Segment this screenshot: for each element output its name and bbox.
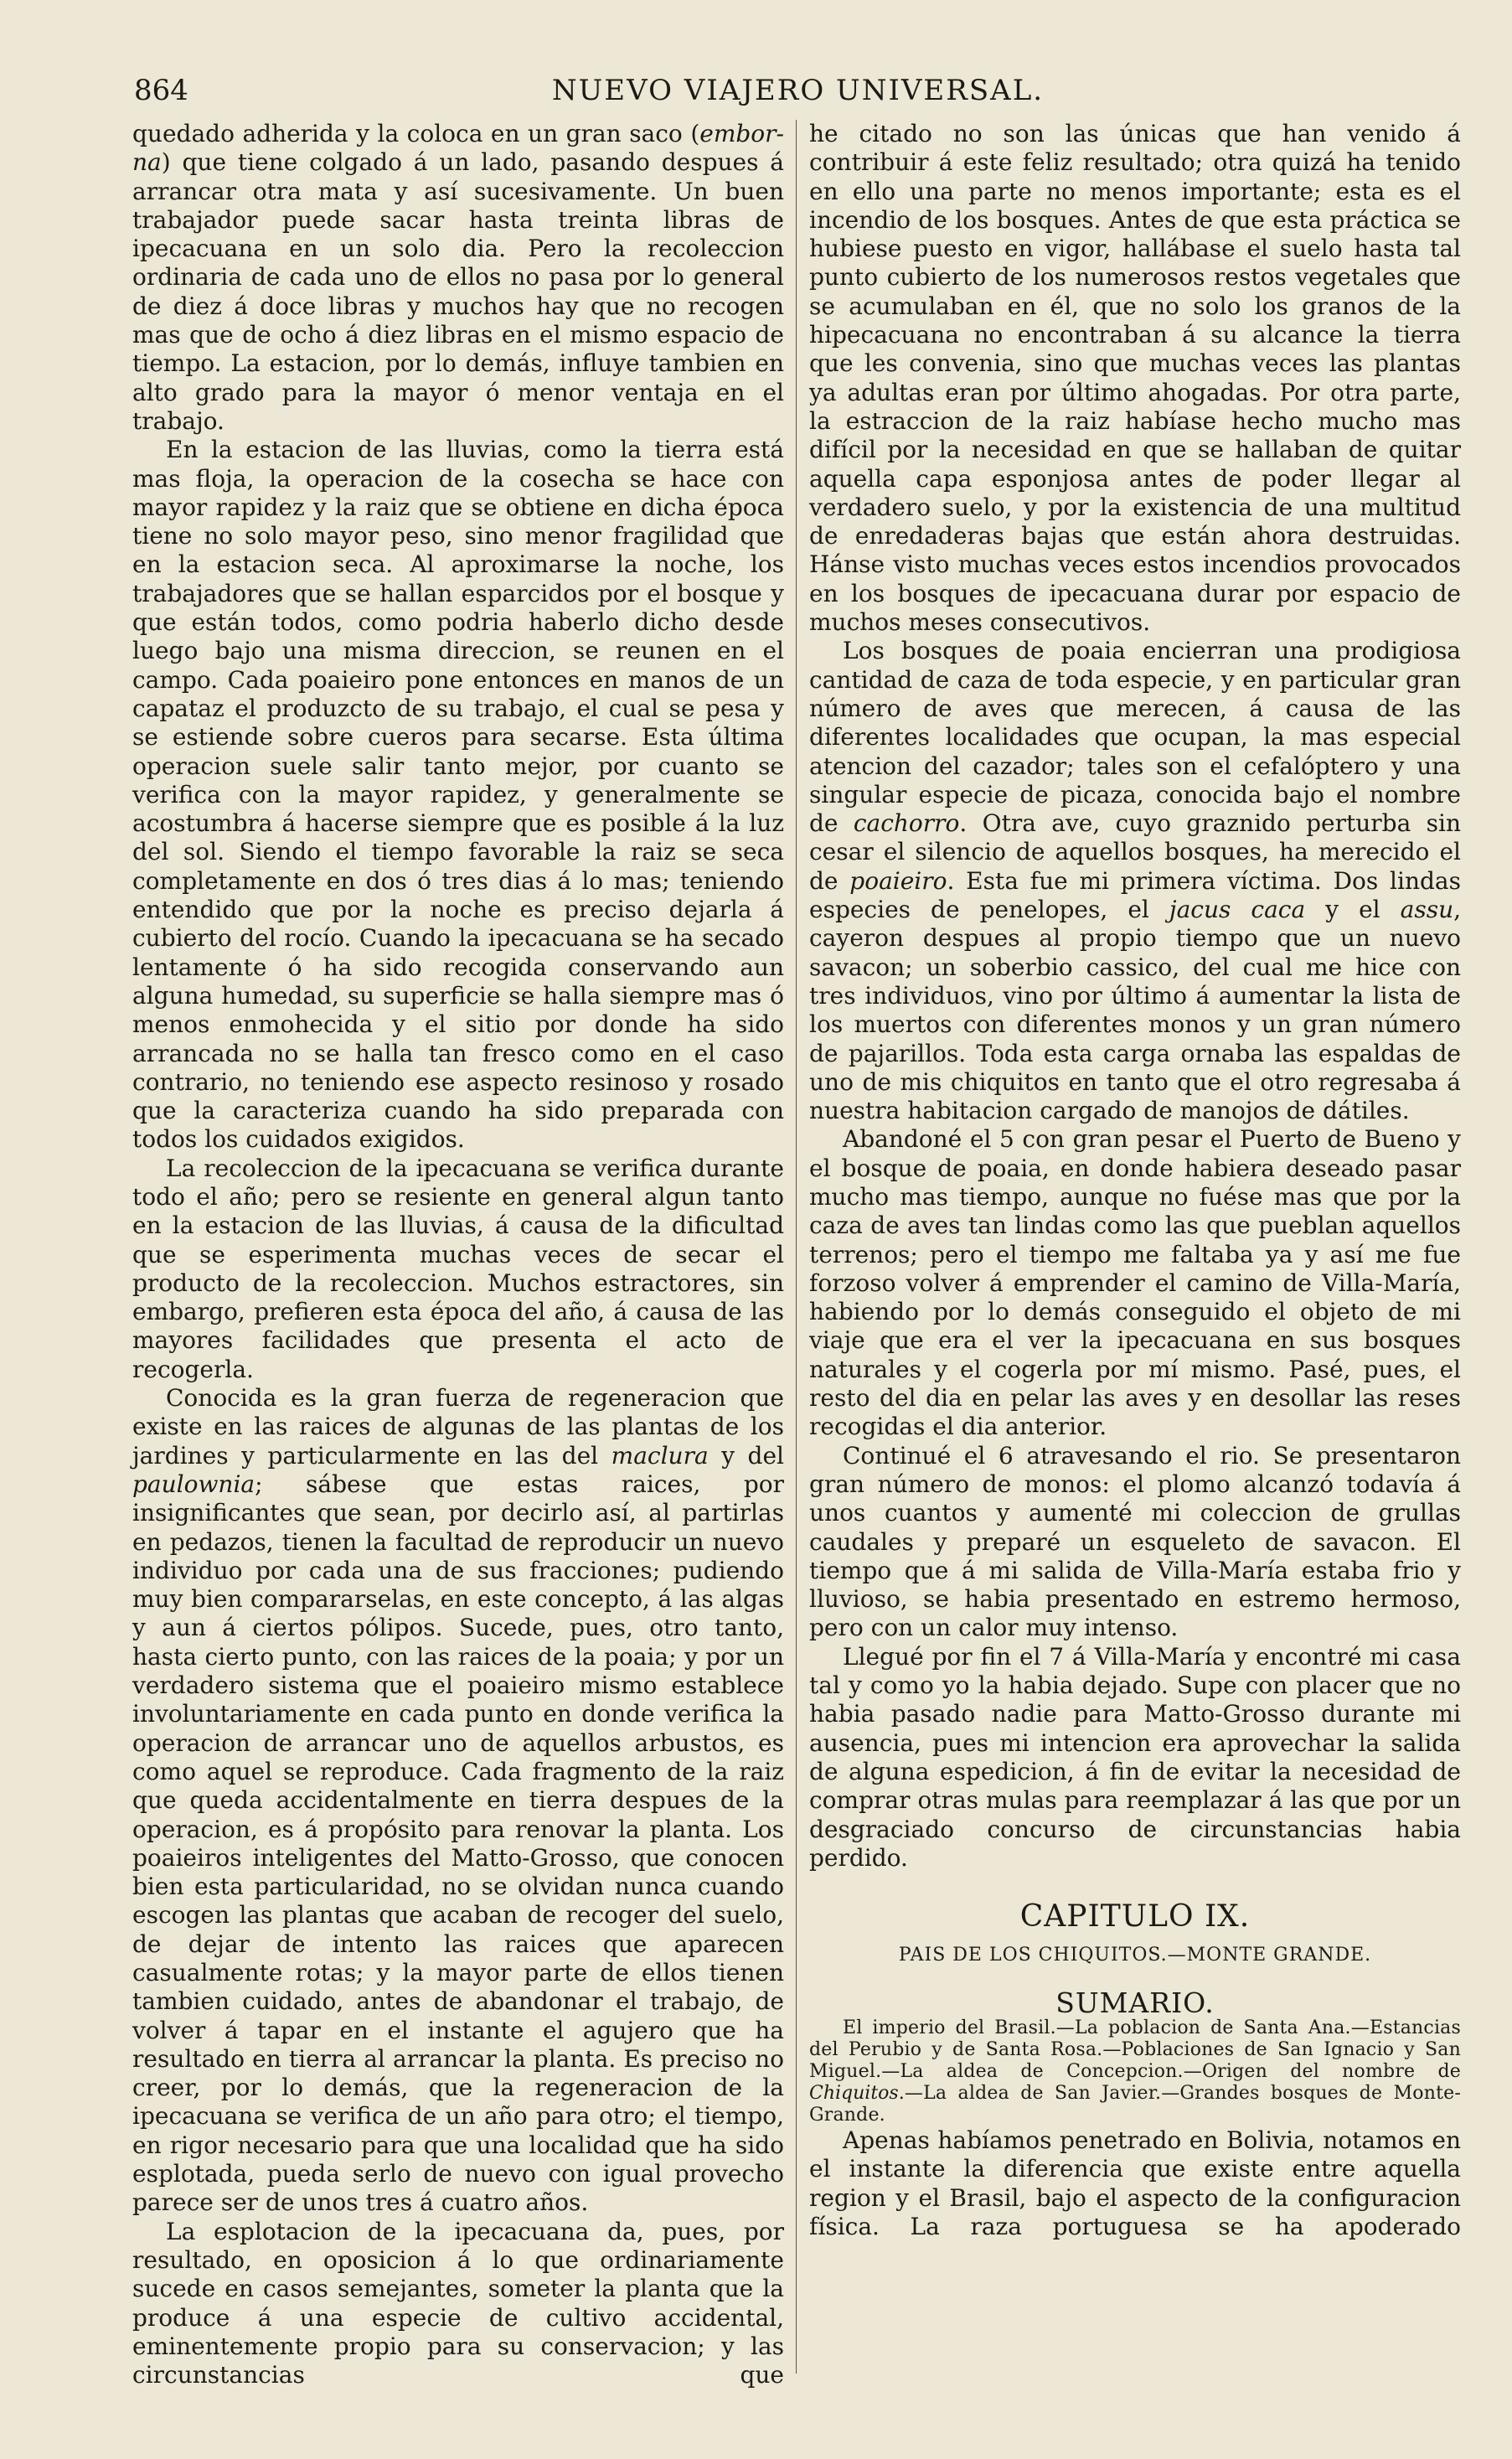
column-divider [796,120,797,2374]
summary-title: SUMARIO. [1055,1986,1215,2019]
paragraph: En la estacion de las lluvias, como la tierra está mas floja, la operacion de la cosecha se hace con mayor rapidez y la raiz que se obtiene en dicha época tiene no solo mayor peso, sino menor fragilidad que en la estacion seca. Al aproximarse la noche, los trabajadores que se hallan esparcidos por el bosque y que están todos, como podria haberlo dicho desde luego bajo una misma direccion, se reunen en el campo. Cada poaieiro pone entonces en manos de un capataz el produzcto de su trabajo, el cual se pesa y se estiende sobre cueros para secarse. Esta última operacion suele salir tanto mejor, por cuanto se verifica con la mayor rapidez, y generalmente se acostumbra á hacerse siempre que es posible á la luz del sol. Siendo el tiempo favorable la raiz se seca completamente en dos ó tres dias á lo mas; teniendo entendido que por la noche es preciso dejarla á cubierto del rocío. Cuando la ipecacuana se ha secado lentamente ó ha sido recogida conservando aun alguna humedad, su superficie se halla siempre mas ó menos enmohecida y el sitio por donde ha sido arrancada no se halla tan fresco como en el caso contrario, no teniendo ese aspecto resinoso y rosado que la caracteriza cuando ha sido preparada con todos los cuidados exigidos. [132,436,784,1154]
paragraph: Continué el 6 atravesando el rio. Se presentaron gran número de monos: el plomo alcanzó todavía á unos cuantos y aumenté mi coleccion de grullas caudales y preparé un esqueleto de savacon. El tiempo que á mi salida de Villa-María estaba frio y lluvioso, se habia presentado en estremo hermoso, pero con un calor muy intenso. [809,1441,1461,1642]
paragraph: quedado adherida y la coloca en un gran saco (embor-na) que tiene colgado á un lado, pasando despues á arrancar otra mata y así sucesivamente. Un buen trabajador puede sacar hasta treinta libras de ipecacuana en un solo dia. Pero la recoleccion ordinaria de cada uno de ellos no pasa por lo general de diez á doce libras y muchos hay que no recogen mas que de ocho á diez libras en el mismo espacio de tiempo. La estacion, por lo demás, influye tambien en alto grado para la mayor ó menor ventaja en el trabajo. [132,120,784,435]
summary-text: El imperio del Brasil.—La poblacion de Santa Ana.—Estancias del Perubio y de Santa Rosa.—Poblaciones de San Ignacio y San Miguel.—La aldea de Concepcion.—Origen del nombre de Chiquitos.—La aldea de San Javier.—Grandes bosques de Monte-Grande. [809,2017,1461,2126]
paragraph: Apenas habíamos penetrado en Bolivia, notamos en el instante la diferencia que existe entre aquella region y el Brasil, bajo el aspecto de la configuracion física. La raza portuguesa se ha apoderado [809,2126,1461,2240]
paragraph: he citado no son las únicas que han venido á contribuir á este feliz resultado; otra quizá ha tenido en ello una parte no menos importante; esta es el incendio de los bosques. Antes de que esta práctica se hubiese puesto en vigor, hallábase el suelo hasta tal punto cubierto de los numerosos restos vegetales que se acumulaban en él, que no solo los granos de la hipecacuana no encontraban á su alcance la tierra que les convenia, sino que muchas veces las plantas ya adultas eran por último ahogadas. Por otra parte, la estraccion de la raiz habíase hecho mucho mas difícil por la necesidad en que se hallaban de quitar aquella capa esponjosa antes de poder llegar al verdadero suelo, y por la existencia de una multitud de enredaderas bajas que están ahora destruidas. Hánse visto muchas veces estos incendios provocados en los bosques de ipecacuana durar por espacio de muchos meses consecutivos. [809,120,1461,637]
running-title: NUEVO VIAJERO UNIVERSAL. [551,74,1045,107]
paragraph: Abandoné el 5 con gran pesar el Puerto de Bueno y el bosque de poaia, en donde habiera deseado pasar mucho mas tiempo, aunque no fuése mas que por la caza de aves tan lindas como las que pueblan aquellos terrenos; pero el tiempo me faltaba ya y así me fue forzoso volver á emprender el camino de Villa-María, habiendo por lo demás conseguido el objeto de mi viaje que era el ver la ipecacuana en sus bosques naturales y el cogerla por mí mismo. Pasé, pues, el resto del dia en pelar las aves y en desollar las reses recogidas el dia anterior. [809,1125,1461,1441]
paragraph: Conocida es la gran fuerza de regeneracion que existe en las raices de algunas de las plantas de los jardines y particularmente en las del maclura y del paulownia; sábese que estas raices, por insignificantes que sean, por decirlo así, al partirlas en pedazos, tienen la facultad de reproducir un nuevo individuo por cada una de sus fracciones; pudiendo muy bien compararselas, en este concepto, á las algas y aun á ciertos pólipos. Sucede, pues, otro tanto, hasta cierto punto, con las raices de la poaia; y por un verdadero sistema que el poaieiro mismo establece involuntariamente en cada punto en donde verifica la operacion de arrancar uno de aquellos arbustos, es como aquel se reproduce. Cada fragmento de la raiz que queda accidentalmente en tierra despues de la operacion, es á propósito para renovar la planta. Los poaieiros inteligentes del Matto-Grosso, que conocen bien esta particularidad, no se olvidan nunca cuando escogen las plantas que acaban de recoger del suelo, de dejar de intento las raices que aparecen casualmente rotas; y la mayor parte de ellos tienen tambien cuidado, antes de abandonar el trabajo, de volver á tapar en el instante el agujero que ha resultado en tierra al arrancar la planta. Es preciso no creer, por lo demás, que la regeneracion de la ipecacuana se verifica de un año para otro; el tiempo, en rigor necesario para que una localidad que ha sido esplotada, pueda serlo de nuevo con igual provecho parece ser de unos tres á cuatro años. [132,1384,784,2217]
page-header [134,74,1462,116]
left-column [132,120,784,2389]
page-number: 864 [134,74,188,107]
paragraph: La esplotacion de la ipecacuana da, pues, por resultado, en oposicion á lo que ordinariamente sucede en casos semejantes, someter la planta que la produce á una especie de cultivo accidental, eminentemente propio para su conservacion; y las circunstancias que [132,2217,784,2389]
chapter-subtitle: PAIS DE LOS CHIQUITOS.—MONTE GRANDE. [898,1945,1372,1966]
paragraph: La recoleccion de la ipecacuana se verifica durante todo el año; pero se resiente en general algun tanto en la estacion de las lluvias, á causa de la dificultad que se esperimenta muchas veces de secar el producto de la recoleccion. Muchos estractores, sin embargo, prefieren esta época del año, á causa de las mayores facilidades que presenta el acto de recogerla. [132,1154,784,1383]
chapter-title: CAPITULO IX. [1019,1899,1251,1935]
paragraph: Llegué por fin el 7 á Villa-María y encontré mi casa tal y como yo la habia dejado. Supe con placer que no habia pasado nadie para Matto-Grosso durante mi ausencia, pues mi intencion era aprovechar la salida de alguna espedicion, á fin de evitar la necesidad de comprar otras mulas para reemplazar á las que por un desgraciado concurso de circunstancias habia perdido. [809,1642,1461,1872]
right-column [809,120,1461,2241]
paragraph: Los bosques de poaia encierran una prodigiosa cantidad de caza de toda especie, y en particular gran número de aves que merecen, á causa de las diferentes localidades que ocupan, la mas especial atencion del cazador; tales son el cefalóptero y una singular especie de picaza, conocida bajo el nombre de cachorro. Otra ave, cuyo graznido perturba sin cesar el silencio de aquellos bosques, ha merecido el de poaieiro. Esta fue mi primera víctima. Dos lindas especies de penelopes, el jacus caca y el assu, cayeron despues al propio tiempo que un nuevo savacon; un soberbio cassico, del cual me hice con tres individuos, vino por último á aumentar la lista de los muertos con diferentes monos y un gran número de pajarillos. Toda esta carga ornaba las espaldas de uno de mis chiquitos en tanto que el otro regresaba á nuestra habitacion cargado de manojos de dátiles. [809,637,1462,1125]
